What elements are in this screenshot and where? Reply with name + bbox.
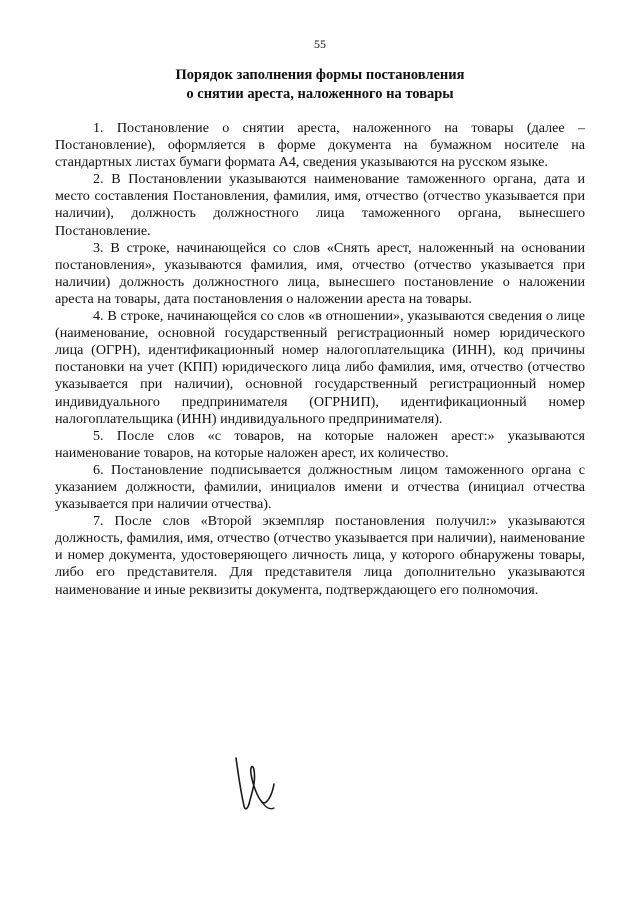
- paragraph-5: 5. После слов «с товаров, на которые наложен арест:» указываются наименование товаров, на которые наложен арест, их количество.: [55, 427, 585, 461]
- paragraph-2: 2. В Постановлении указываются наименование таможенного органа, дата и место составления Постановления, фамилия, имя, отчество (отчество указывается при наличии), должность должностного лица таможенного органа, вынесшего Постановление.: [55, 171, 585, 239]
- paragraph-1: 1. Постановление о снятии ареста, наложенного на товары (далее – Постановление), оформляется в форме документа на бумажном носителе на стандартных листах бумаги формата А4, сведения указываются на русском языке.: [55, 120, 585, 171]
- paragraph-4: 4. В строке, начинающейся со слов «в отношении», указываются сведения о лице (наименование, основной государственный регистрационный номер юридического лица (ОГРН), идентификационный номер налогоплательщика (ИНН), код причины постановки на учет (КПП) юридического лица либо фамилия, имя, отчество (отчество указывается при наличии), основной государственный регистрационный номер индивидуального предпринимателя (ОГРНИП), идентификационный номер налогоплательщика (ИНН) индивидуального предпринимателя).: [55, 308, 585, 427]
- paragraph-7: 7. После слов «Второй экземпляр постановления получил:» указываются должность, фамилия, имя, отчество (отчество указывается при наличии), наименование и номер документа, удостоверяющего личность лица, у которого обнаружены товары, либо его представителя. Для представителя лица дополнительно указываются наименование и иные реквизиты документа, подтверждающего его полномочия.: [55, 513, 585, 598]
- paragraph-3: 3. В строке, начинающейся со слов «Снять арест, наложенный на основании постановления», указываются фамилия, имя, отчество (отчество указывается при наличии) должность должностного лица, вынесшего постановление о наложении ареста на товары, дата постановления о наложении ареста на товары.: [55, 239, 585, 307]
- handwritten-signature: [228, 752, 288, 814]
- paragraph-6: 6. Постановление подписывается должностным лицом таможенного органа с указанием должности, фамилии, инициалов имени и отчества (инициал отчества указывается при наличии отчества).: [55, 461, 585, 513]
- document-title: [55, 66, 585, 104]
- title-line-2: о снятии ареста, наложенного на товары: [186, 86, 454, 102]
- document-body: [55, 120, 585, 599]
- title-line-1: Порядок заполнения формы постановления: [175, 67, 465, 83]
- page-number: 55: [314, 37, 326, 51]
